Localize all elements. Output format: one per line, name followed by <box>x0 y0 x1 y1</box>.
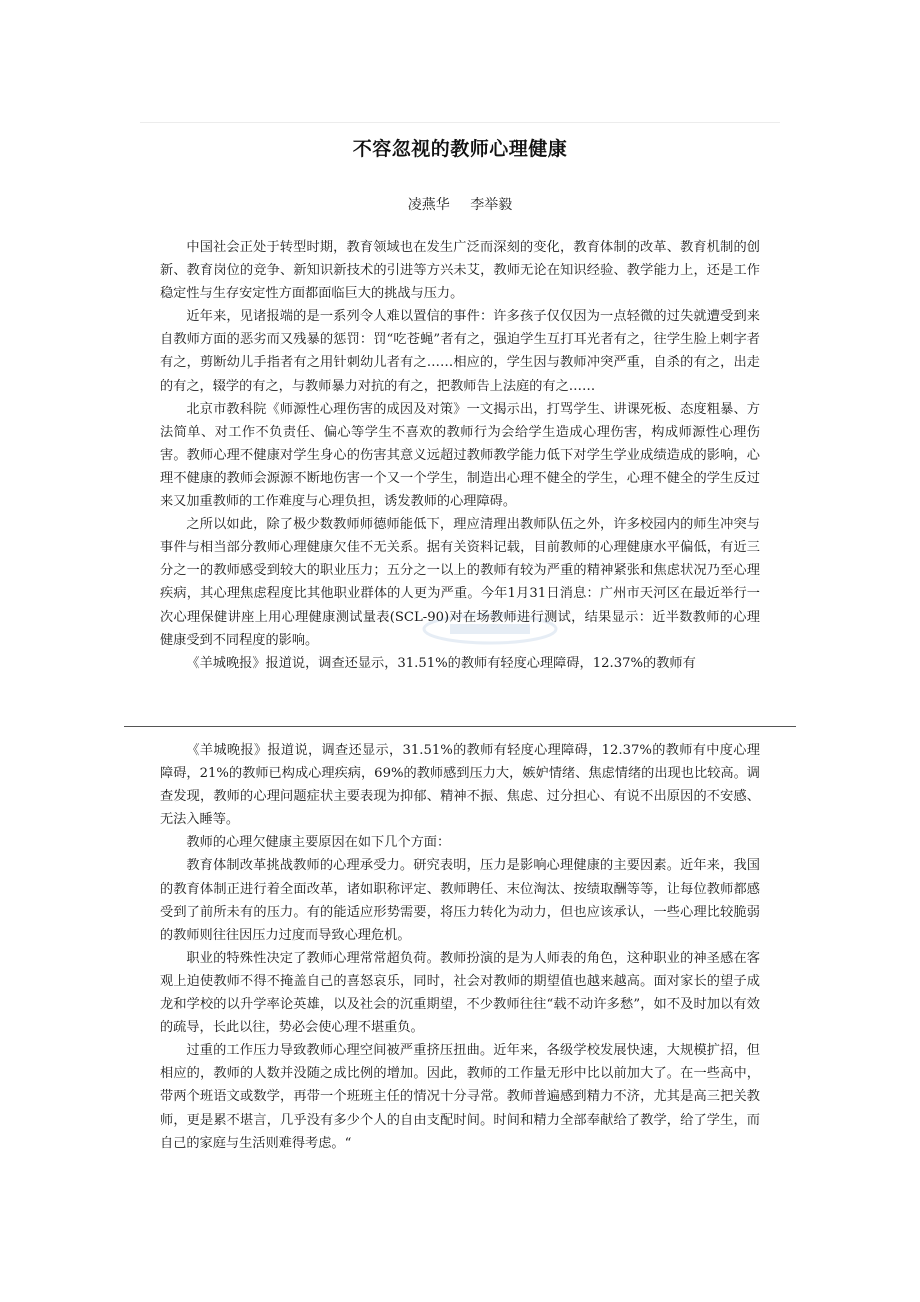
paragraph: 之所以如此，除了极少数教师师德师能低下，理应清理出教师队伍之外，许多校园内的师生冲突与事件与相当部分教师心理健康欠佳不无关系。据有关资料记载，目前教师的心理健康水平偏低，有近三分之一的教师感受到较大的职业压力；五分之一以上的教师有较为严重的精神紧张和焦虑状况乃至心理疾病，其心理焦虑程度比其他职业群体的人更为严重。今年1月31日消息：广州市天河区在最近举行一次心理保健讲座上用心理健康测试量表(SCL-90)对在场教师进行测试，结果显示：近半数教师的心理健康受到不同程度的影响。 <box>160 517 760 648</box>
article-body-part2 <box>160 739 760 1155</box>
paragraph: 《羊城晚报》报道说，调查还显示，31.51%的教师有轻度心理障碍，12.37%的教师有 <box>186 655 696 671</box>
page-title: 不容忽视的教师心理健康 <box>352 138 568 160</box>
paragraph: 职业的特殊性决定了教师心理常常超负荷。教师扮演的是为人师表的角色，这种职业的神圣感在客观上迫使教师不得不掩盖自己的喜怒哀乐，同时，社会对教师的期望值也越来越高。面对家长的望子成龙和学校的以升学率论英雄，以及社会的沉重期望，不少教师往往“载不动许多愁”，如不及时加以有效的疏导，长此以往，势必会使心理不堪重负。 <box>160 950 760 1036</box>
paragraph: 近年来，见诸报端的是一系列令人难以置信的事件：许多孩子仅仅因为一点轻微的过失就遭受到来自教师方面的恶劣而又残暴的惩罚：罚“吃苍蝇”者有之，强迫学生互打耳光者有之，往学生脸上刺字者有之，剪断幼儿手指者有之用针刺幼儿者有之……相应的，学生因与教师冲突严重，自杀的有之，出走的有之，辍学的有之，与教师暴力对抗的有之，把教师告上法庭的有之…… <box>160 309 760 394</box>
paragraph: 中国社会正处于转型时期，教育领域也在发生广泛而深刻的变化，教育体制的改革、教育机制的创新、教育岗位的竞争、新知识新技术的引进等方兴未艾，教师无论在知识经验、教学能力上，还是工作稳定性与生存安定性方面都面临巨大的挑战与压力。 <box>160 240 760 302</box>
authors <box>0 194 920 214</box>
page-divider <box>124 726 796 727</box>
paragraph: 北京市教科院《师源性心理伤害的成因及对策》一文揭示出，打骂学生、讲课死板、态度粗暴、方法简单、对工作不负责任、偏心等学生不喜欢的教师行为会给学生造成心理伤害，构成师源性心理伤害。教师心理不健康对学生身心的伤害其意义远超过教师教学能力低下对学生学业成绩造成的影响，心理不健康的教师会源源不断地伤害一个又一个学生，制造出心理不健全的学生，心理不健全的学生反过来又加重教师的工作难度与心理负担，诱发教师的心理障碍。 <box>160 401 760 510</box>
author-name: 李举毅 <box>470 197 513 213</box>
paragraph: 教师的心理欠健康主要原因在如下几个方面： <box>186 835 451 851</box>
article-body-part1 <box>160 236 760 675</box>
paragraph: 教育体制改革挑战教师的心理承受力。研究表明，压力是影响心理健康的主要因素。近年来，我国的教育体制正进行着全面改革，诸如职称评定、教师聘任、末位淘汰、按绩取酬等等，让每位教师都感受到了前所未有的压力。有的能适应形势需要，将压力转化为动力，但也应该承认，一些心理比较脆弱的教师则往往因压力过度而导致心理危机。 <box>160 858 760 943</box>
author-name: 凌燕华 <box>407 197 450 213</box>
top-rule <box>140 122 780 123</box>
paragraph: 《羊城晚报》报道说，调查还显示，31.51%的教师有轻度心理障碍，12.37%的教师有中度心理障碍，21%的教师已构成心理疾病，69%的教师感到压力大，嫉妒情绪、焦虑情绪的出现也比较高。调查发现，教师的心理问题症状主要表现为抑郁、精神不振、焦虑、过分担心、有说不出原因的不安感、无法入睡等。 <box>160 743 760 828</box>
paragraph: 过重的工作压力导致教师心理空间被严重挤压扭曲。近年来，各级学校发展快速，大规模扩招，但相应的，教师的人数并没随之成比例的增加。因此，教师的工作量无形中比以前加大了。在一些高中，带两个班语文或数学，再带一个班班主任的情况十分寻常。教师普遍感到精力不济，尤其是高三把关教师，更是累不堪言，几乎没有多少个人的自由支配时间。时间和精力全部奉献给了教学，给了学生，而自己的家庭与生活则难得考虑。“ <box>160 1043 760 1151</box>
